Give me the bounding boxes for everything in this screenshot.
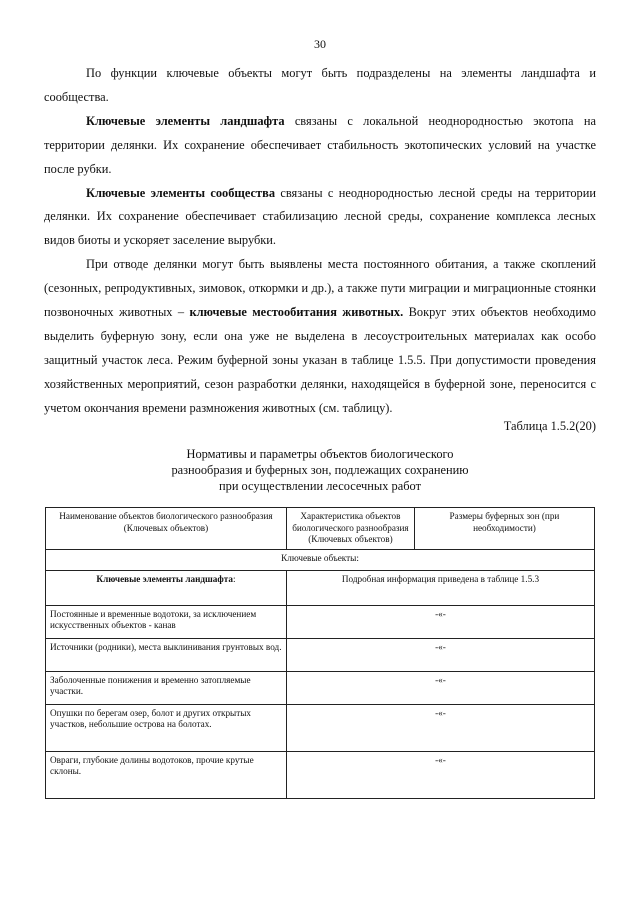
row-ditto-mark: -«- <box>286 638 594 671</box>
bold-term: Ключевые элементы ландшафта <box>86 113 285 128</box>
table-caption: Таблица 1.5.2(20) <box>503 419 596 433</box>
paragraph-habitats <box>44 253 596 420</box>
header-buffer-zones: Размеры буферных зон (при необходимости) <box>414 508 594 550</box>
row-object-name: Постоянные и временные водотоки, за исключением искусственных объектов - канав <box>46 605 287 638</box>
paragraph-text: связаны с неоднородностью лесной среды на территории делянки. Их сохранение обеспечивает стабилизацию лесной среды, сохранение комплекса лесных видов биоты и ускоряет заселение вырубки. <box>44 185 596 248</box>
row-object-name: Овраги, глубокие долины водотоков, прочие крутые склоны. <box>46 751 287 798</box>
row-object-name: Заболоченные понижения и временно затопляемые участки. <box>46 671 287 704</box>
paragraph-text: При отводе делянки могут быть выявлены места постоянного обитания, а также скоплений (сезонных, репродуктивных, зимовок, откормки и др.), а также пути миграции и миграционные стоянки позвоночных животных – <box>44 257 596 320</box>
section-row <box>46 549 595 570</box>
row-ditto-mark: -«- <box>286 605 594 638</box>
table-row <box>46 638 595 671</box>
row-ditto-mark: -«- <box>286 671 594 704</box>
row-object-name: Опушки по берегам озер, болот и других открытых участков, небольшие острова на болотах. <box>46 704 287 751</box>
paragraph-functions <box>44 62 596 110</box>
table-row <box>46 704 595 751</box>
category-label <box>46 570 287 605</box>
norms-table <box>45 507 595 799</box>
body-text <box>44 62 596 421</box>
paragraph-text: связаны с локальной неоднородностью экотопа на территории делянки. Их сохранение обеспечивает стабильность экотопических условий на участке после рубки. <box>44 113 596 176</box>
bold-term: ключевые местообитания животных. <box>189 305 404 320</box>
header-characteristics: Характеристика объектов биологического разнообразия (Ключевых объектов) <box>286 508 414 550</box>
table-title-line: при осуществлении лесосечных работ <box>219 479 421 493</box>
paragraph-community <box>44 182 596 254</box>
table-row <box>46 751 595 798</box>
table-header-row <box>46 508 595 550</box>
header-objects: Наименование объектов биологического разнообразия (Ключевых объектов) <box>46 508 287 550</box>
row-ditto-mark: -«- <box>286 751 594 798</box>
category-label-text: Ключевые элементы ландшафта <box>96 573 233 584</box>
row-object-name: Источники (родники), места выклинивания грунтовых вод. <box>46 638 287 671</box>
table-title-line: Нормативы и параметры объектов биологического <box>186 447 454 461</box>
page-number: 30 <box>314 37 326 51</box>
section-key-objects: Ключевые объекты: <box>46 549 595 570</box>
category-label-suffix: : <box>232 573 236 584</box>
paragraph-text: По функции ключевые объекты могут быть подразделены на элементы ландшафта и сообщества. <box>44 66 596 104</box>
table-title-line: разнообразия и буферных зон, подлежащих сохранению <box>171 463 469 477</box>
category-row <box>46 570 595 605</box>
table-row <box>46 605 595 638</box>
row-ditto-mark: -«- <box>286 704 594 751</box>
paragraph-text: Вокруг этих объектов необходимо выделить буферную зону, если она уже не выделена в лесоустроительных материалах как особо защитный участок леса. Режим буферной зоны указан в таблице 1.5.5. При допустимости проведения хозяйственных мероприятий, сезон разработки делянки, находящейся в буферной зоне, переносится с учетом окончания времени размножения животных (см. таблицу). <box>44 305 596 415</box>
category-info: Подробная информация приведена в таблице 1.5.3 <box>286 570 594 605</box>
table-row <box>46 671 595 704</box>
paragraph-landscape <box>44 110 596 182</box>
table-title <box>0 446 640 494</box>
bold-term: Ключевые элементы сообщества <box>86 185 276 200</box>
